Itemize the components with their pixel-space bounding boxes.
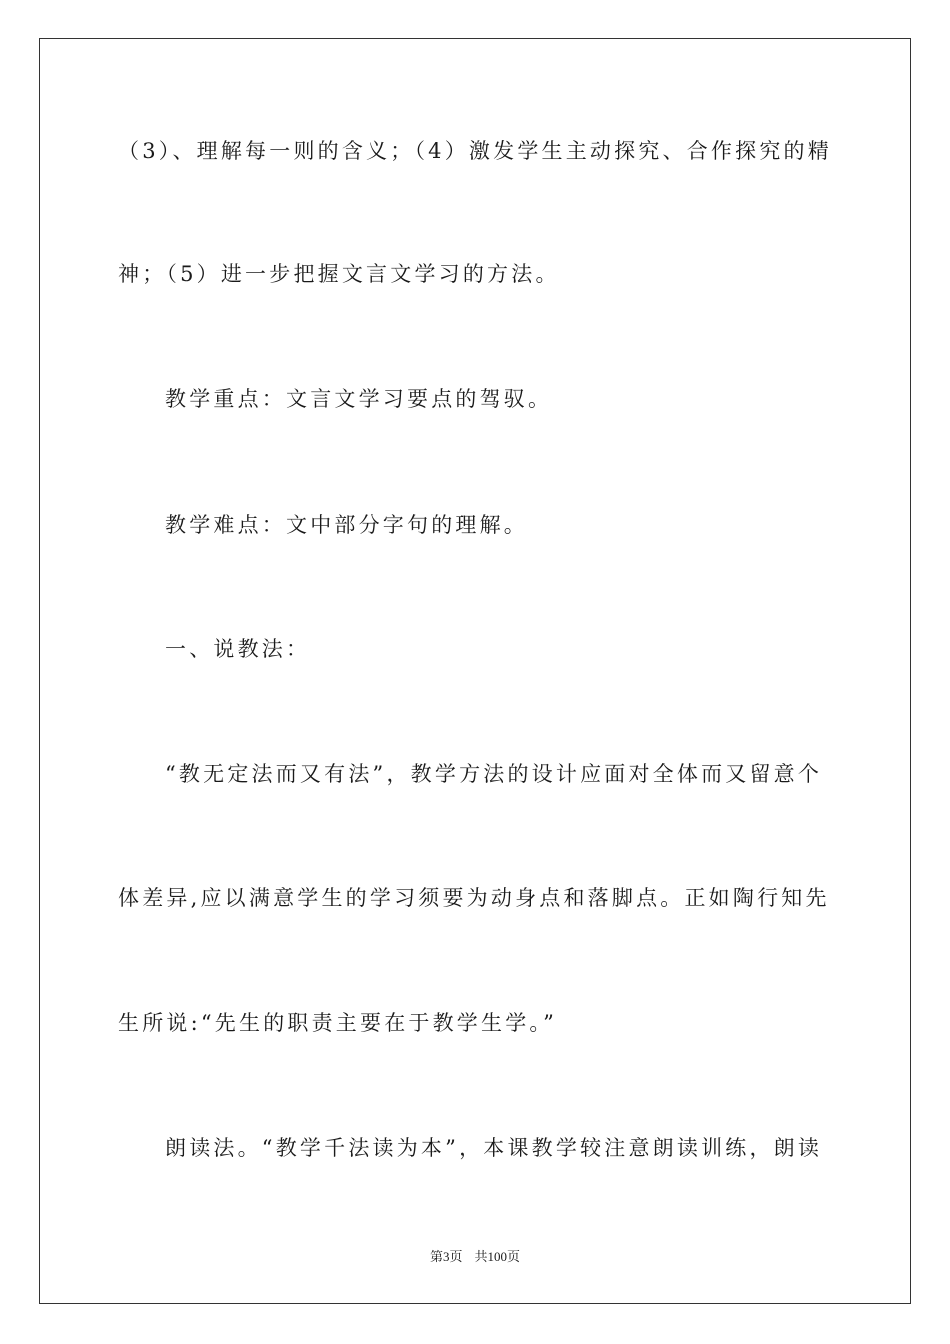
body-line-9: 朗读法。“教学千法读为本”，本课教学较注意朗读训练，朗读: [165, 1136, 823, 1160]
body-line-7: 体差异,应以满意学生的学习须要为动身点和落脚点。正如陶行知先: [118, 886, 830, 910]
body-line-1: （3）、理解每一则的含义；（4）激发学生主动探究、合作探究的精: [118, 139, 832, 163]
total-pages: 共100页: [474, 1249, 521, 1264]
page-footer: [0, 1248, 950, 1266]
body-line-8: 生所说:“先生的职责主要在于教学生学。”: [118, 1011, 558, 1035]
body-line-6: “教无定法而又有法”，教学方法的设计应面对全体而又留意个: [165, 762, 823, 786]
page-number: 第3页: [429, 1249, 463, 1264]
page-border: [39, 38, 911, 1304]
difficult-point-line: 教学难点：文中部分字句的理解。: [165, 513, 528, 537]
section-heading-teaching-method: 一、说教法：: [165, 637, 311, 661]
body-line-2: 神；（5）进一步把握文言文学习的方法。: [118, 262, 560, 286]
key-point-line: 教学重点：文言文学习要点的驾驭。: [165, 387, 553, 411]
